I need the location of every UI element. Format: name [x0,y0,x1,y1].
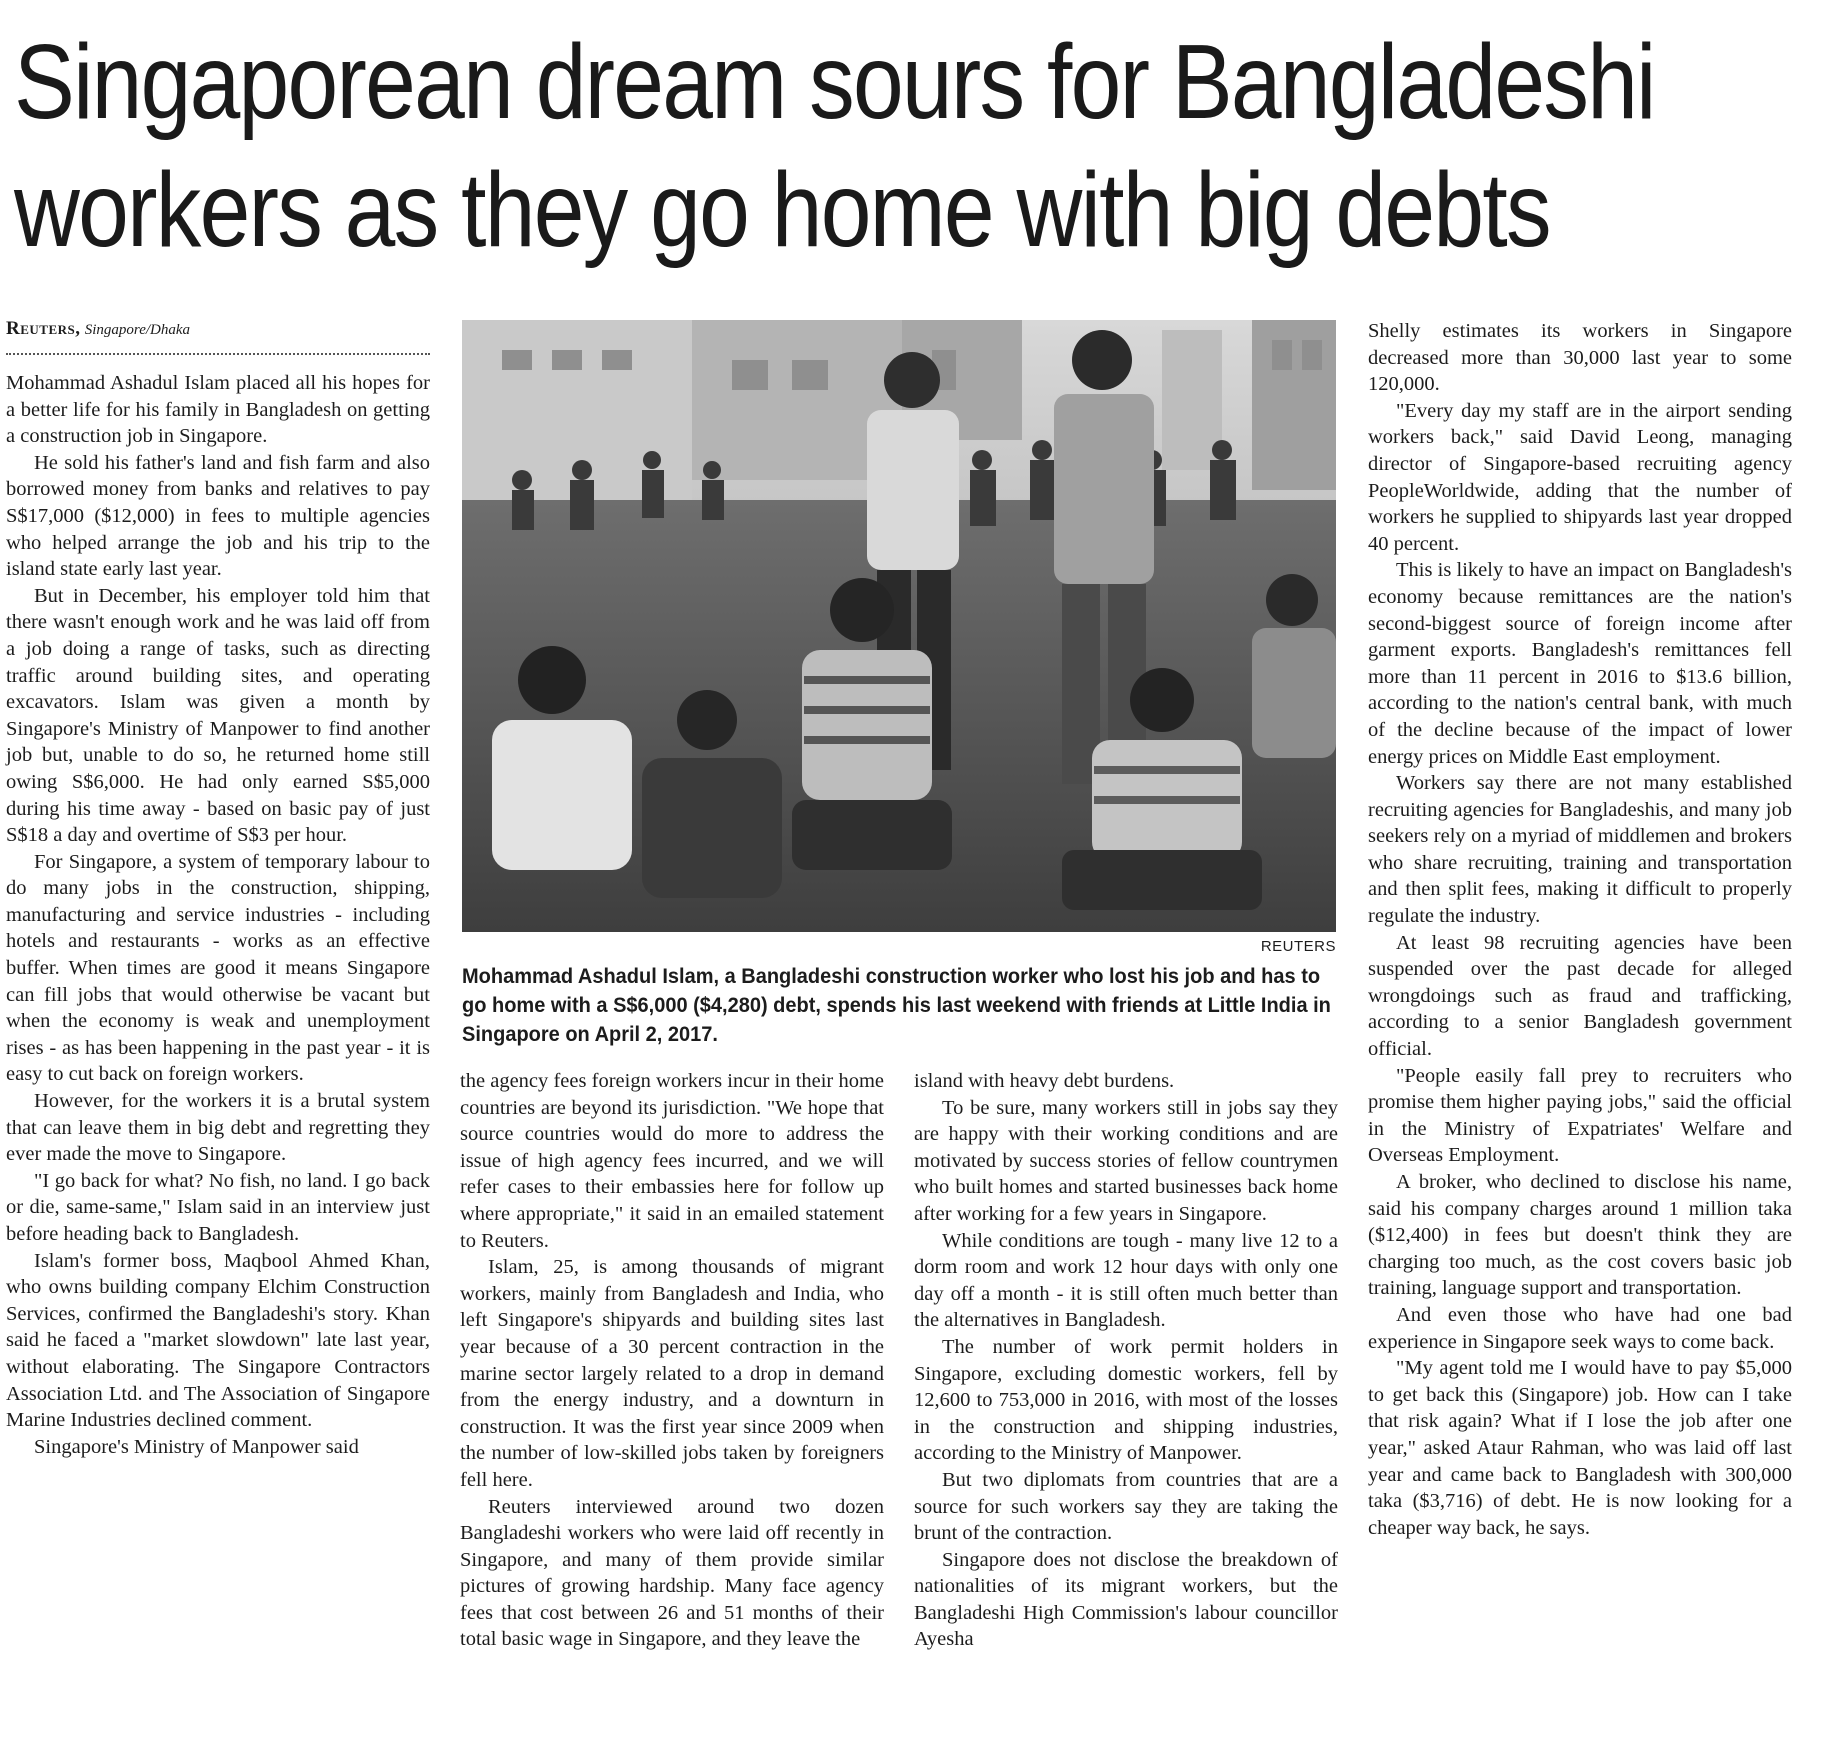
photo-workers-on-grass [462,320,1336,932]
byline-location: Singapore/Dhaka [84,322,191,338]
article-column-3 [914,1068,1338,1653]
paragraph: Islam's former boss, Maqbool Ahmed Khan, who owns building company Elchim Construction Services, confirmed the Bangladeshi's story. Khan said he faced a "market slowdown" late last year, without elaborating. The Singapore Contractors Association Ltd. and The Association of Singapore Marine Industries declined comment. [6,1249,430,1432]
paragraph: Islam, 25, is among thousands of migrant workers, mainly from Bangladesh and India, who left Singapore's shipyards and building sites last year because of a 30 percent contraction in the marine sector largely related to a drop in demand from the energy industry, and a downturn in construction. It was the first year since 2009 when the number of low-skilled jobs taken by foreigners fell here. [460,1256,884,1491]
photo-caption: Mohammad Ashadul Islam, a Bangladeshi construction worker who lost his job and has to go home with a S$6,000 ($4,280) debt, spends his last weekend with friends at Little India in Singapore on April 2, 2017. [462,964,1331,1046]
paragraph: And even those who have had one bad experience in Singapore seek ways to come back. [1368,1303,1792,1353]
paragraph: the agency fees foreign workers incur in their home countries are beyond its jurisdiction. "We hope that source countries would do more to address the issue of high agency fees incurred, and we will refer cases to their embassies here for follow up where appropriate," it said in an emailed statement to Reuters. [460,1070,884,1252]
paragraph: But in December, his employer told him that there wasn't enough work and he was laid off from a job doing a range of tasks, such as directing traffic around building sites, and operating excavators. Islam was given a month by Singapore's Ministry of Manpower to find another job but, unable to do so, he returned home still owing S$6,000. He had only earned S$5,000 during his time away - based on basic pay of just S$18 a day and overtime of S$3 per hour. [6,584,430,847]
article-column-4 [1368,318,1792,1541]
byline [6,318,430,355]
paragraph: The number of work permit holders in Singapore, excluding domestic workers, fell by 12,600 to 753,000 in 2016, with most of the losses in the construction and shipping industries, according to the Ministry of Manpower. [914,1335,1338,1465]
paragraph: Reuters interviewed around two dozen Bangladeshi workers who were laid off recently in Singapore, and many of them provide similar pictures of growing hardship. Many face agency fees that cost between 26 and 51 months of their total basic wage in Singapore, and they leave the [460,1495,884,1651]
paragraph: "Every day my staff are in the airport sending workers back," said David Leong, managing director of Singapore-based recruiting agency PeopleWorldwide, adding that the number of workers he supplied to shipyards last year dropped 40 percent. [1368,399,1792,555]
paragraph: Shelly estimates its workers in Singapore decreased more than 30,000 last year to some 120,000. [1368,320,1792,396]
paragraph: Singapore's Ministry of Manpower said [34,1435,359,1458]
paragraph: "I go back for what? No fish, no land. I go back or die, same-same," Islam said in an interview just before heading back to Bangladesh. [6,1169,430,1245]
paragraph: At least 98 recruiting agencies have been suspended over the past decade for alleged wrongdoings such as fraud and trafficking, according to a senior Bangladesh government official. [1368,931,1792,1061]
paragraph: "My agent told me I would have to pay $5,000 to get back this (Singapore) job. How can I take that risk again? What if I lose the job after one year," asked Ataur Rahman, who was laid off last year and came back to Bangladesh with 300,000 taka ($3,716) of debt. He is now looking for a cheaper way back, he says. [1368,1357,1792,1539]
paragraph: Mohammad Ashadul Islam placed all his hopes for a better life for his family in Bangladesh on getting a construction job in Singapore. [6,372,430,448]
paragraph: This is likely to have an impact on Bangladesh's economy because remittances are the nation's second-biggest source of foreign income after garment exports. Bangladesh's remittances fell more than 11 percent in 2016 to $13.6 billion, according to the nation's central bank, with much of the decline because of the impact of lower energy prices on Middle East employment. [1368,559,1792,768]
paragraph: Singapore does not disclose the breakdown of nationalities of its migrant workers, but the Bangladeshi High Commission's labour councillor Ayesha [914,1548,1338,1651]
paragraph: A broker, who declined to disclose his name, said his company charges around 1 million taka ($12,400) in fees but doesn't think they are charging too much, as the cost covers basic job training, language support and transportation. [1368,1171,1792,1300]
headline-line-1: Singaporean dream sours for Bangladeshi [14,23,1655,141]
paragraph: island with heavy debt burdens. [914,1070,1175,1092]
paragraph: Workers say there are not many established recruiting agencies for Bangladeshis, and many job seekers rely on a myriad of middlemen and brokers who share recruiting, training and transportation and then split fees, making it difficult to properly regulate the industry. [1368,772,1792,928]
byline-agency: Reuters, [6,318,81,339]
paragraph: However, for the workers it is a brutal system that can leave them in big debt and regretting they ever made the move to Singapore. [6,1090,430,1166]
article-column-1 [6,370,430,1460]
paragraph: But two diplomats from countries that are a source for such workers say they are taking the brunt of the contraction. [914,1468,1338,1545]
headline [14,18,1655,274]
paragraph: While conditions are tough - many live 12 to a dorm room and work 12 hour days with only one day off a month - it is still often much better than the alternatives in Bangladesh. [914,1229,1338,1332]
paragraph: For Singapore, a system of temporary labour to do many jobs in the construction, shipping, manufacturing and service industries - including hotels and restaurants - works as an effective buffer. When times are good it means Singapore can fill jobs that would otherwise be vacant but when the economy is weak and unemployment rises - as has been happening in the past year - it is easy to cut back on foreign workers. [6,850,430,1086]
paragraph: To be sure, many workers still in jobs say they are happy with their working conditions and are motivated by success stories of fellow countrymen who built homes and started businesses back home after working for a few years in Singapore. [914,1096,1338,1225]
paragraph: "People easily fall prey to recruiters who promise them higher paying jobs," said the official in the Ministry of Expatriates' Welfare and Overseas Employment. [1368,1064,1792,1167]
photo-credit: REUTERS [1260,938,1336,955]
article-column-2 [460,1068,884,1653]
paragraph: He sold his father's land and fish farm and also borrowed money from banks and relatives to pay S$17,000 ($12,000) in fees to multiple agencies who helped arrange the job and his trip to the island state early last year. [6,451,430,581]
headline-line-2: workers as they go home with big debts [14,151,1550,269]
news-photo [462,320,1336,932]
